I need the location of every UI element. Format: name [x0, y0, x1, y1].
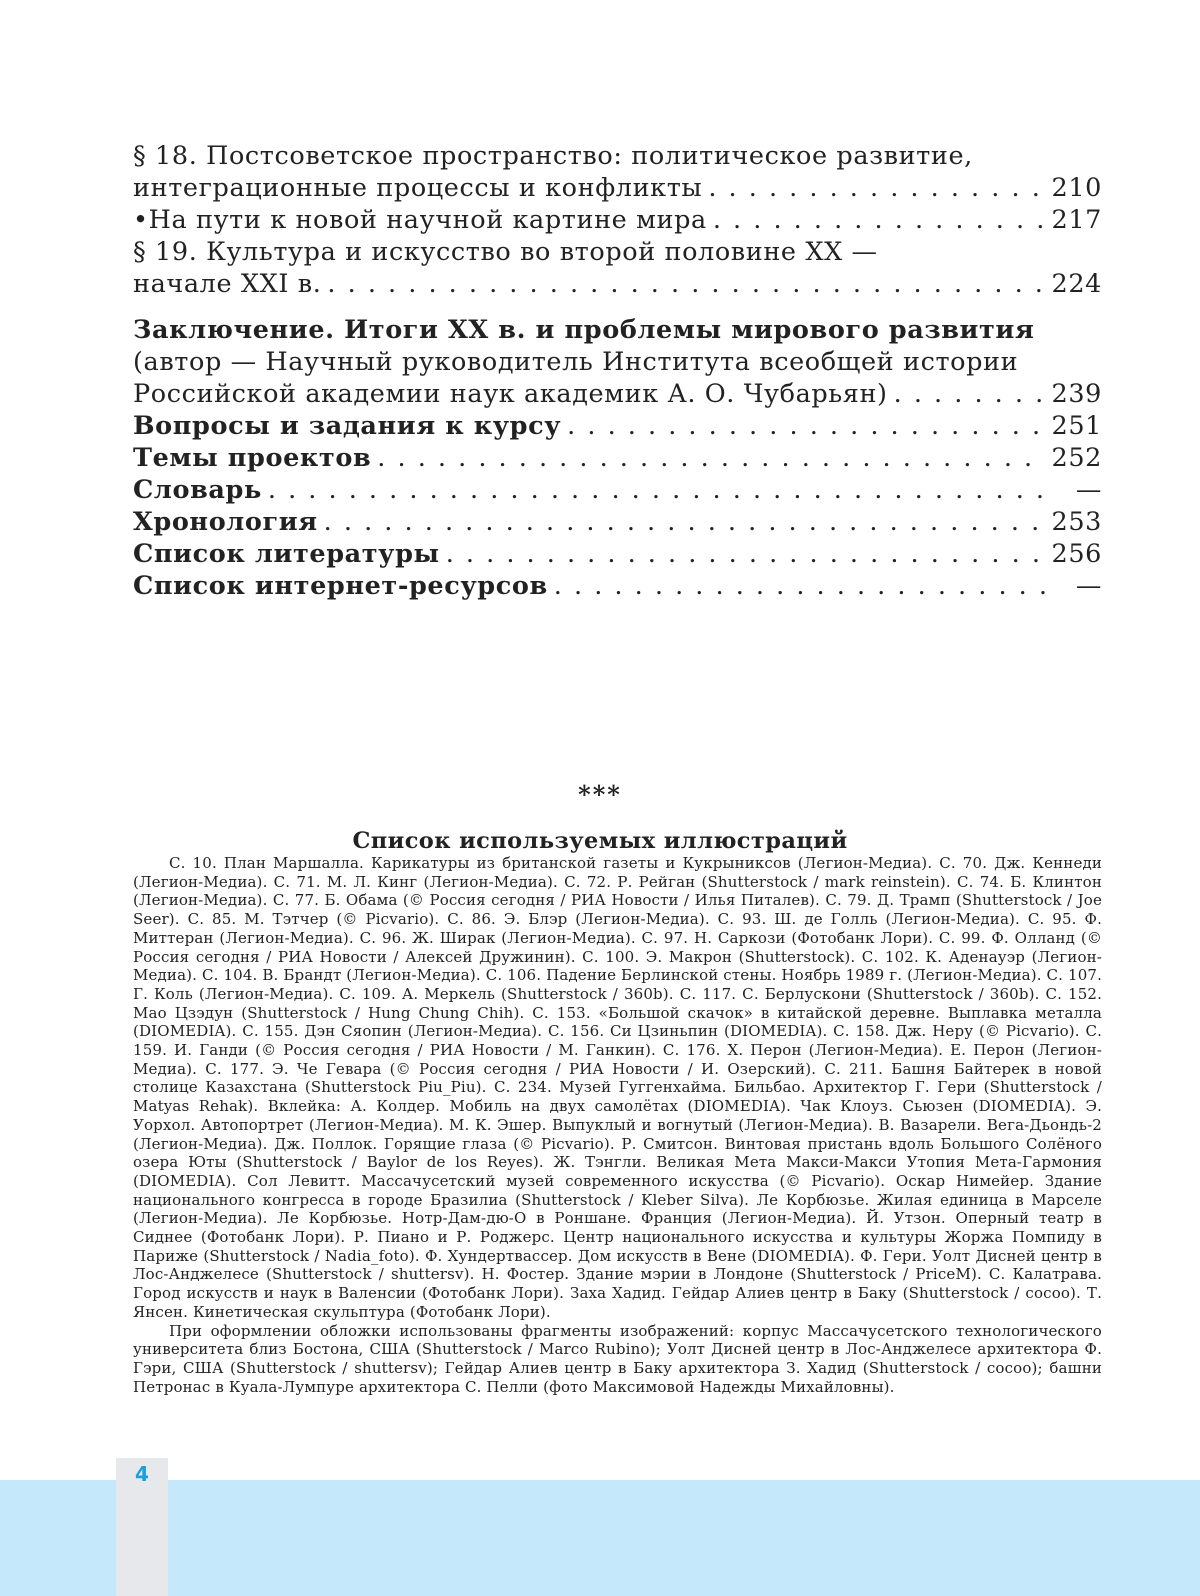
toc-line	[133, 140, 1102, 172]
table-of-contents	[133, 140, 1102, 602]
toc-entry-title: § 19. Культура и искусство во второй половине XX —	[133, 237, 878, 267]
illustrations-credits	[133, 854, 1102, 1396]
toc-line	[133, 474, 1102, 506]
toc-entry	[133, 236, 1102, 300]
toc-line	[133, 236, 1102, 268]
toc-entry-title: Вопросы и задания к курсу	[133, 411, 562, 441]
toc-line	[133, 442, 1102, 474]
page-number: 4	[135, 1462, 149, 1486]
toc-entry	[133, 538, 1102, 570]
toc-page-number: 217	[1051, 205, 1102, 235]
toc-page-number: 253	[1051, 507, 1102, 537]
toc-page-number: 210	[1051, 173, 1102, 203]
toc-line	[133, 346, 1102, 378]
dot-leader	[713, 204, 1046, 236]
toc-line	[133, 538, 1102, 570]
toc-entry-title: интеграционные процессы и конфликты	[133, 173, 703, 203]
toc-line	[133, 570, 1102, 602]
toc-line	[133, 268, 1102, 300]
toc-page-number: —	[1075, 571, 1102, 601]
dot-leader	[377, 442, 1045, 474]
toc-entry-title: •На пути к новой научной картине мира	[133, 205, 707, 235]
dot-leader	[554, 570, 1046, 602]
toc-entry-title: начале XXI в.	[133, 269, 322, 299]
toc-entry	[133, 506, 1102, 538]
toc-entry	[133, 314, 1102, 410]
toc-entry-title: (автор — Научный руководитель Института всеобщей истории	[133, 347, 1019, 377]
toc-line	[133, 172, 1102, 204]
toc-line	[133, 410, 1102, 442]
toc-page-number: 239	[1051, 379, 1102, 409]
illustrations-paragraph: С. 10. План Маршалла. Карикатуры из британской газеты и Кукрыниксов (Легион-Медиа). С. 70. Дж. Кеннеди (Легион-Медиа). С. 71. М. Л. Кинг (Легион-Медиа). С. 72. Р. Рейган (Shutterstock / mark reinstein). С. 74. Б. Клинтон (Легион-Медиа). С. 77. Б. Обама (© Россия сегодня / РИА Новости / Илья Питалев). С. 79. Д. Трамп (Shutterstock / Joe Seer). С. 85. М. Тэтчер (© Picvario). С. 86. Э. Блэр (Легион-Медиа). С. 93. Ш. де Голль (Легион-Медиа). С. 95. Ф. Миттеран (Легион-Медиа). С. 96. Ж. Ширак (Легион-Медиа). С. 97. Н. Саркози (Фотобанк Лори). С. 99. Ф. Олланд (© Россия сегодня / РИА Новости / Алексей Дружинин). С. 100. Э. Макрон (Shutterstock). С. 102. К. Аденауэр (Легион-Медиа). С. 104. В. Брандт (Легион-Медиа). С. 106. Падение Берлинской стены. Ноябрь 1989 г. (Легион-Медиа). С. 107. Г. Коль (Легион-Медиа). С. 109. А. Меркель (Shutterstock / 360b). С. 117. С. Берлускони (Shutterstock / 360b). С. 152. Мао Цзэдун (Shutterstock / Hung Chung Chih). С. 153. «Большой скачок» в китайской деревне. Выплавка металла (DIOMEDIA). С. 155. Дэн Сяопин (Легион-Медиа). С. 156. Си Цзиньпин (DIOMEDIA). С. 158. Дж. Неру (© Picvario). С. 159. И. Ганди (© Россия сегодня / РИА Новости / М. Ганкин). С. 176. Х. Перон (Легион-Медиа). Е. Перон (Легион-Медиа). С. 177. Э. Че Гевара (© Россия сегодня / РИА Новости / И. Озерский). С. 211. Башня Байтерек в новой столице Казахстана (Shutterstock Piu_Piu). С. 234. Музей Гуггенхайма. Бильбао. Архитектор Г. Гери (Shutterstock / Matyas Rehak). Вклейка: А. Колдер. Мобиль на двух самолётах (DIOMEDIA). Чак Клоуз. Сьюзен (DIOMEDIA). Э. Уорхол. Автопортрет (Легион-Медиа). М. К. Эшер. Выпуклый и вогнутый (Легион-Медиа). В. Вазарели. Вега-Дьондь-2 (Легион-Медиа). Дж. Поллок. Горящие глаза (© Picvario). Р. Смитсон. Винтовая пристань вдоль Большого Солёного озера Юты (Shutterstock / Baylor de los Reyes). Ж. Тэнгли. Великая Мета Макси-Макси Утопия Мета-Гармония (DIOMEDIA). Сол Левитт. Массачусетский музей современного искусства (© Picvario). Оскар Нимейер. Здание национального конгресса в городе Бразилиа (Shutterstock / Kleber Silva). Ле Корбюзье. Жилая единица в Марселе (Легион-Медиа). Ле Корбюзье. Нотр-Дам-дю-О в Роншане. Франция (Легион-Медиа). Й. Утзон. Оперный театр в Сиднее (Фотобанк Лори). Р. Пиано и Р. Роджерс. Центр национального искусства и культуры Жоржа Помпиду в Париже (Shutterstock / Nadia_foto). Ф. Хундертвассер. Дом искусств в Вене (DIOMEDIA). Ф. Гери. Уолт Дисней центр в Лос-Анджелесе (Shutterstock / shuttersv). Н. Фостер. Здание мэрии в Лондоне (Shutterstock / PriceM). С. Калатрава. Город искусств и наук в Валенсии (Фотобанк Лори). Заха Хадид. Гейдар Алиев центр в Баку (Shutterstock / cocoo). Т. Янсен. Кинетическая скульптура (Фотобанк Лори).	[133, 854, 1102, 1321]
toc-line	[133, 506, 1102, 538]
dot-leader	[446, 538, 1046, 570]
toc-line	[133, 314, 1102, 346]
toc-entry	[133, 474, 1102, 506]
toc-line	[133, 204, 1102, 236]
toc-entry	[133, 140, 1102, 204]
toc-page-number: —	[1075, 475, 1102, 505]
toc-entry-title: § 18. Постсоветское пространство: политическое развитие,	[133, 141, 973, 171]
toc-entry-title: Темы проектов	[133, 443, 372, 473]
toc-page-number: 224	[1051, 269, 1102, 299]
toc-entry	[133, 570, 1102, 602]
toc-page-number: 251	[1051, 411, 1102, 441]
toc-page-number: 256	[1051, 539, 1102, 569]
dot-leader	[708, 172, 1045, 204]
dot-leader	[894, 378, 1046, 410]
toc-entry-title: Российской академии наук академик А. О. Чубарьян)	[133, 379, 888, 409]
dot-leader	[268, 474, 1046, 506]
toc-entry	[133, 410, 1102, 442]
dot-leader	[324, 506, 1046, 538]
toc-entry-title: Список литературы	[133, 539, 440, 569]
section-divider: ***	[578, 780, 622, 809]
toc-entry-title: Словарь	[133, 475, 262, 505]
toc-page-number: 252	[1051, 443, 1102, 473]
illustrations-paragraph: При оформлении обложки использованы фрагменты изображений: корпус Массачусетского технологического университета близ Бостона, США (Shutterstock / Marco Rubino); Уолт Дисней центр в Лос-Анджелесе архитектора Ф. Гэри, США (Shutterstock / shuttersv); Гейдар Алиев центр в Баку архитектора З. Хадид (Shutterstock / cocoo); башни Петронас в Куала-Лумпуре архитектора С. Пелли (фото Максимовой Надежды Михайловны).	[133, 1321, 1102, 1396]
toc-entry	[133, 204, 1102, 236]
dot-leader	[567, 410, 1045, 442]
toc-entry-title: Хронология	[133, 507, 318, 537]
dot-leader	[327, 268, 1045, 300]
footer-band	[0, 1480, 1200, 1596]
toc-entry-title: Список интернет-ресурсов	[133, 571, 548, 601]
toc-entry-title: Заключение. Итоги XX в. и проблемы мирового развития	[133, 315, 1035, 345]
toc-line	[133, 378, 1102, 410]
toc-entry	[133, 442, 1102, 474]
illustrations-title: Список используемых иллюстраций	[352, 828, 848, 854]
